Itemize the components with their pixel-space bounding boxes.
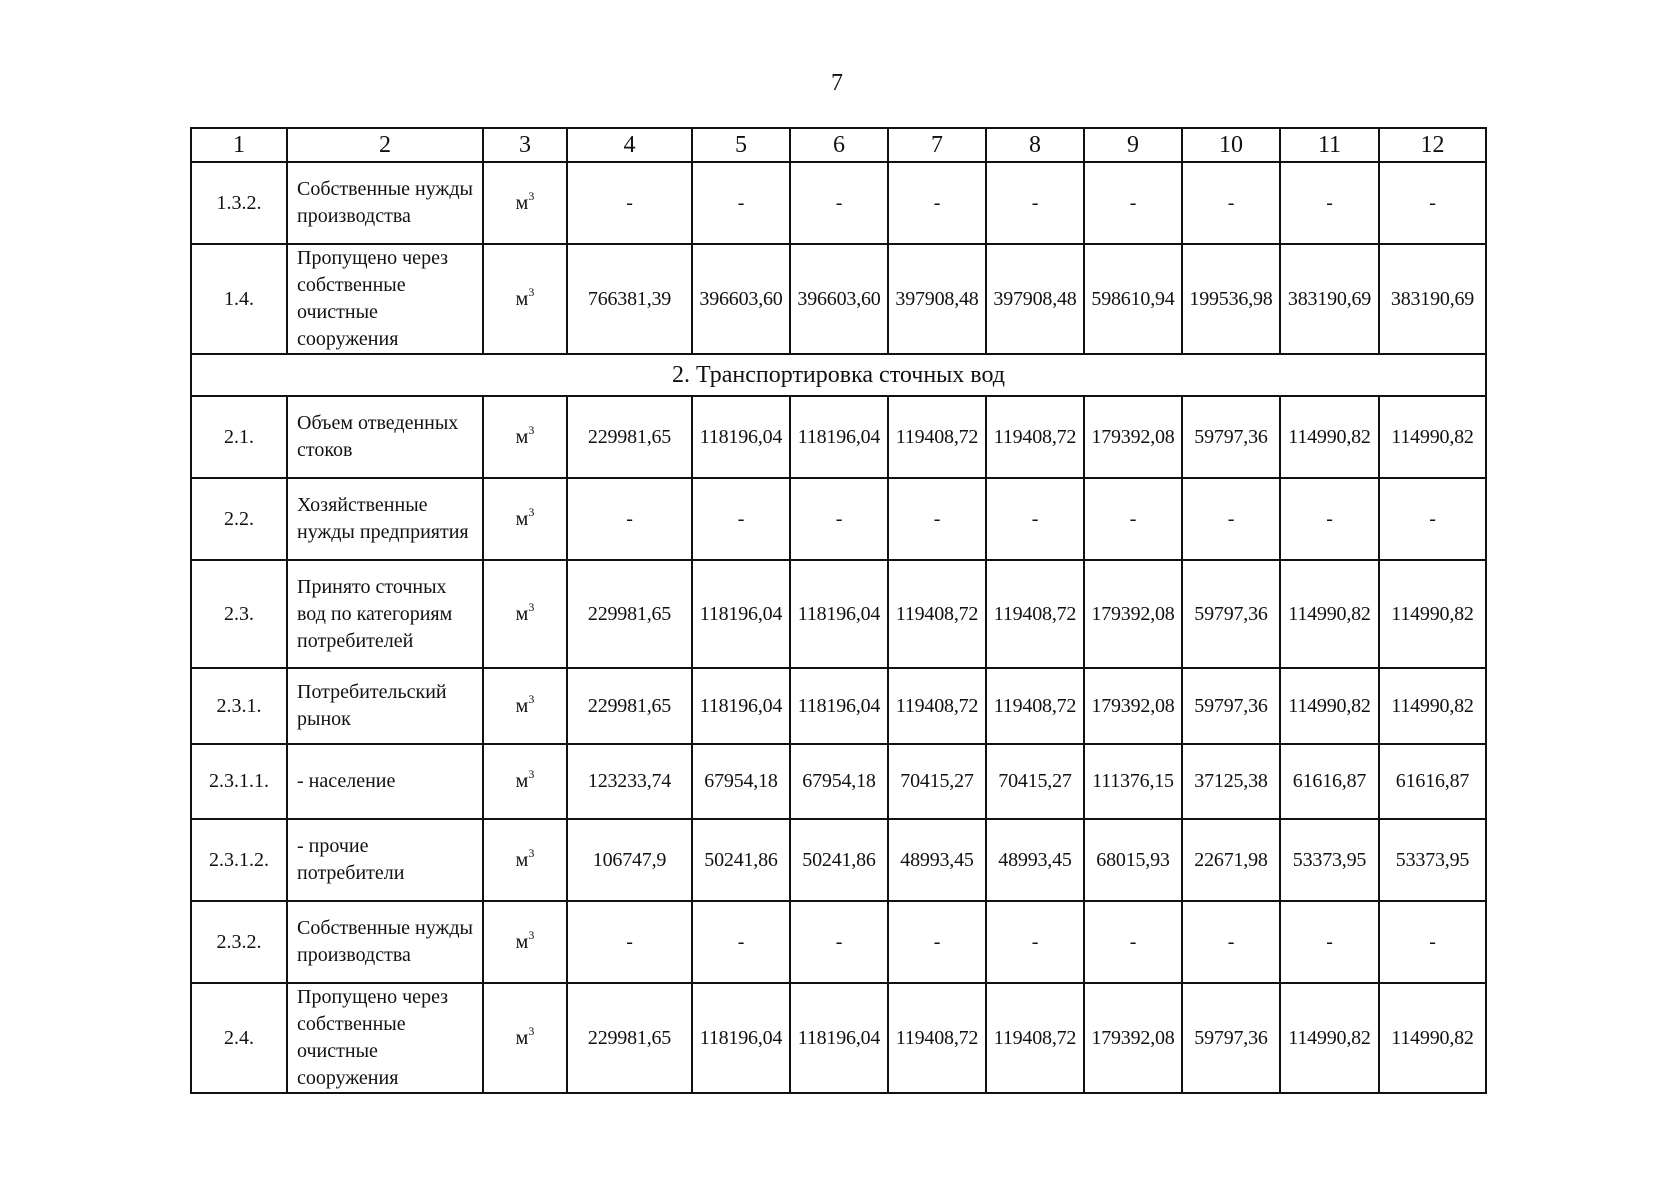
value-cell: - — [790, 901, 888, 983]
column-header: 10 — [1182, 128, 1280, 162]
value-cell: 50241,86 — [692, 819, 790, 901]
value-cell: - — [692, 478, 790, 560]
column-header: 5 — [692, 128, 790, 162]
value-cell: 119408,72 — [986, 668, 1084, 744]
row-unit — [483, 244, 567, 354]
value-cell: 61616,87 — [1379, 744, 1486, 819]
value-cell: 229981,65 — [567, 983, 692, 1093]
row-code: 2.4. — [191, 983, 287, 1093]
value-cell: 114990,82 — [1280, 668, 1379, 744]
value-cell: 229981,65 — [567, 396, 692, 478]
value-cell: 53373,95 — [1379, 819, 1486, 901]
row-unit — [483, 162, 567, 244]
value-cell: 118196,04 — [790, 983, 888, 1093]
unit-base: м — [515, 848, 529, 871]
value-cell: 59797,36 — [1182, 668, 1280, 744]
value-cell: 61616,87 — [1280, 744, 1379, 819]
value-cell: - — [567, 162, 692, 244]
column-header: 2 — [287, 128, 483, 162]
value-cell: 114990,82 — [1379, 560, 1486, 668]
unit-exponent: 3 — [528, 927, 535, 942]
value-cell: 114990,82 — [1280, 560, 1379, 668]
value-cell: 68015,93 — [1084, 819, 1182, 901]
value-cell: 766381,39 — [567, 244, 692, 354]
row-unit — [483, 901, 567, 983]
value-cell: 179392,08 — [1084, 560, 1182, 668]
value-cell: - — [888, 478, 986, 560]
value-cell: - — [692, 162, 790, 244]
value-cell: 396603,60 — [790, 244, 888, 354]
row-name: Пропущено через собственные очистные сооружения — [287, 983, 483, 1093]
page-number: 7 — [831, 70, 843, 96]
value-cell: 114990,82 — [1379, 983, 1486, 1093]
value-cell: 48993,45 — [986, 819, 1084, 901]
row-unit — [483, 478, 567, 560]
value-cell: 229981,65 — [567, 560, 692, 668]
unit-base: м — [515, 694, 529, 717]
value-cell: 383190,69 — [1379, 244, 1486, 354]
value-cell: 114990,82 — [1379, 668, 1486, 744]
row-name: - прочие потребители — [287, 819, 483, 901]
column-header: 1 — [191, 128, 287, 162]
value-cell: - — [567, 478, 692, 560]
value-cell: - — [1280, 478, 1379, 560]
section-row — [191, 354, 1486, 396]
value-cell: 22671,98 — [1182, 819, 1280, 901]
value-cell: 119408,72 — [986, 560, 1084, 668]
value-cell: 53373,95 — [1280, 819, 1379, 901]
row-code: 2.3.2. — [191, 901, 287, 983]
table-header-row — [191, 128, 1486, 162]
value-cell: - — [986, 478, 1084, 560]
value-cell: 119408,72 — [888, 668, 986, 744]
value-cell: 397908,48 — [888, 244, 986, 354]
row-code: 2.3.1.1. — [191, 744, 287, 819]
value-cell: - — [1084, 162, 1182, 244]
value-cell: 118196,04 — [790, 560, 888, 668]
column-header: 4 — [567, 128, 692, 162]
value-cell: 119408,72 — [986, 396, 1084, 478]
unit-exponent: 3 — [528, 845, 535, 860]
value-cell: - — [986, 901, 1084, 983]
table-row — [191, 560, 1486, 668]
value-cell: 50241,86 — [790, 819, 888, 901]
value-cell: - — [986, 162, 1084, 244]
value-cell: 118196,04 — [692, 560, 790, 668]
unit-exponent: 3 — [528, 767, 535, 781]
row-name: Потребительский рынок — [287, 668, 483, 744]
value-cell: 397908,48 — [986, 244, 1084, 354]
value-cell: 59797,36 — [1182, 983, 1280, 1093]
value-cell: 48993,45 — [888, 819, 986, 901]
row-unit — [483, 560, 567, 668]
value-cell: 59797,36 — [1182, 560, 1280, 668]
row-name: Пропущено через собственные очистные сооружения — [287, 244, 483, 354]
value-cell: 118196,04 — [692, 983, 790, 1093]
value-cell: 396603,60 — [692, 244, 790, 354]
value-cell: 598610,94 — [1084, 244, 1182, 354]
table-row — [191, 901, 1486, 983]
unit-exponent: 3 — [528, 1023, 535, 1038]
unit-base: м — [515, 287, 529, 310]
column-header: 8 — [986, 128, 1084, 162]
unit-exponent: 3 — [528, 188, 535, 203]
row-code: 2.2. — [191, 478, 287, 560]
row-unit — [483, 819, 567, 901]
value-cell: 179392,08 — [1084, 983, 1182, 1093]
unit-base: м — [515, 191, 529, 214]
row-code: 2.3.1.2. — [191, 819, 287, 901]
column-header: 11 — [1280, 128, 1379, 162]
unit-base: м — [515, 930, 529, 953]
value-cell: - — [1280, 162, 1379, 244]
value-cell: - — [1084, 901, 1182, 983]
row-name: Собственные нужды производства — [287, 901, 483, 983]
value-cell: - — [567, 901, 692, 983]
value-cell: - — [1084, 478, 1182, 560]
value-cell: 59797,36 — [1182, 396, 1280, 478]
value-cell: - — [888, 162, 986, 244]
table-row — [191, 396, 1486, 478]
value-cell: 229981,65 — [567, 668, 692, 744]
value-cell: 70415,27 — [888, 744, 986, 819]
unit-base: м — [515, 507, 529, 530]
value-cell: 118196,04 — [790, 668, 888, 744]
column-header: 3 — [483, 128, 567, 162]
row-name: - население — [287, 744, 483, 819]
unit-exponent: 3 — [528, 504, 535, 519]
unit-exponent: 3 — [528, 599, 535, 614]
value-cell: 119408,72 — [888, 560, 986, 668]
row-code: 1.4. — [191, 244, 287, 354]
table-row — [191, 244, 1486, 354]
unit-exponent: 3 — [528, 422, 535, 437]
value-cell: - — [1182, 901, 1280, 983]
row-unit — [483, 744, 567, 819]
value-cell: 37125,38 — [1182, 744, 1280, 819]
row-name: Хозяйственные нужды предприятия — [287, 478, 483, 560]
value-cell: 179392,08 — [1084, 396, 1182, 478]
value-cell: - — [1379, 901, 1486, 983]
row-unit — [483, 668, 567, 744]
unit-base: м — [515, 602, 529, 625]
row-code: 2.3.1. — [191, 668, 287, 744]
value-cell: - — [1379, 162, 1486, 244]
value-cell: - — [888, 901, 986, 983]
value-cell: 179392,08 — [1084, 668, 1182, 744]
value-cell: 118196,04 — [692, 396, 790, 478]
value-cell: - — [1379, 478, 1486, 560]
table-row — [191, 744, 1486, 819]
unit-exponent: 3 — [528, 284, 535, 299]
unit-exponent: 3 — [528, 691, 535, 706]
value-cell: 106747,9 — [567, 819, 692, 901]
row-code: 2.1. — [191, 396, 287, 478]
unit-base: м — [515, 1026, 529, 1049]
value-cell: 67954,18 — [692, 744, 790, 819]
column-header: 12 — [1379, 128, 1486, 162]
value-cell: - — [1280, 901, 1379, 983]
table-row — [191, 983, 1486, 1093]
column-header: 9 — [1084, 128, 1182, 162]
row-code: 1.3.2. — [191, 162, 287, 244]
table-row — [191, 668, 1486, 744]
value-cell: 119408,72 — [986, 983, 1084, 1093]
value-cell: 114990,82 — [1379, 396, 1486, 478]
unit-base: м — [515, 425, 529, 448]
value-cell: 70415,27 — [986, 744, 1084, 819]
value-cell: - — [790, 162, 888, 244]
table-row — [191, 478, 1486, 560]
value-cell: 114990,82 — [1280, 396, 1379, 478]
value-cell: 118196,04 — [790, 396, 888, 478]
row-unit — [483, 396, 567, 478]
value-cell: 114990,82 — [1280, 983, 1379, 1093]
table-row — [191, 162, 1486, 244]
value-cell: 119408,72 — [888, 983, 986, 1093]
row-name: Собственные нужды производства — [287, 162, 483, 244]
section-title: 2. Транспортировка сточных вод — [191, 354, 1486, 396]
row-code: 2.3. — [191, 560, 287, 668]
value-cell: 67954,18 — [790, 744, 888, 819]
value-cell: - — [1182, 162, 1280, 244]
column-header: 6 — [790, 128, 888, 162]
value-cell: - — [692, 901, 790, 983]
value-cell: 123233,74 — [567, 744, 692, 819]
unit-base: м — [515, 770, 529, 792]
column-header: 7 — [888, 128, 986, 162]
value-cell: - — [790, 478, 888, 560]
value-cell: 199536,98 — [1182, 244, 1280, 354]
value-cell: 119408,72 — [888, 396, 986, 478]
row-name: Принято сточных вод по категориям потребителей — [287, 560, 483, 668]
data-table — [190, 127, 1487, 1094]
value-cell: 111376,15 — [1084, 744, 1182, 819]
row-unit — [483, 983, 567, 1093]
value-cell: 118196,04 — [692, 668, 790, 744]
value-cell: 383190,69 — [1280, 244, 1379, 354]
row-name: Объем отведенных стоков — [287, 396, 483, 478]
value-cell: - — [1182, 478, 1280, 560]
table-row — [191, 819, 1486, 901]
